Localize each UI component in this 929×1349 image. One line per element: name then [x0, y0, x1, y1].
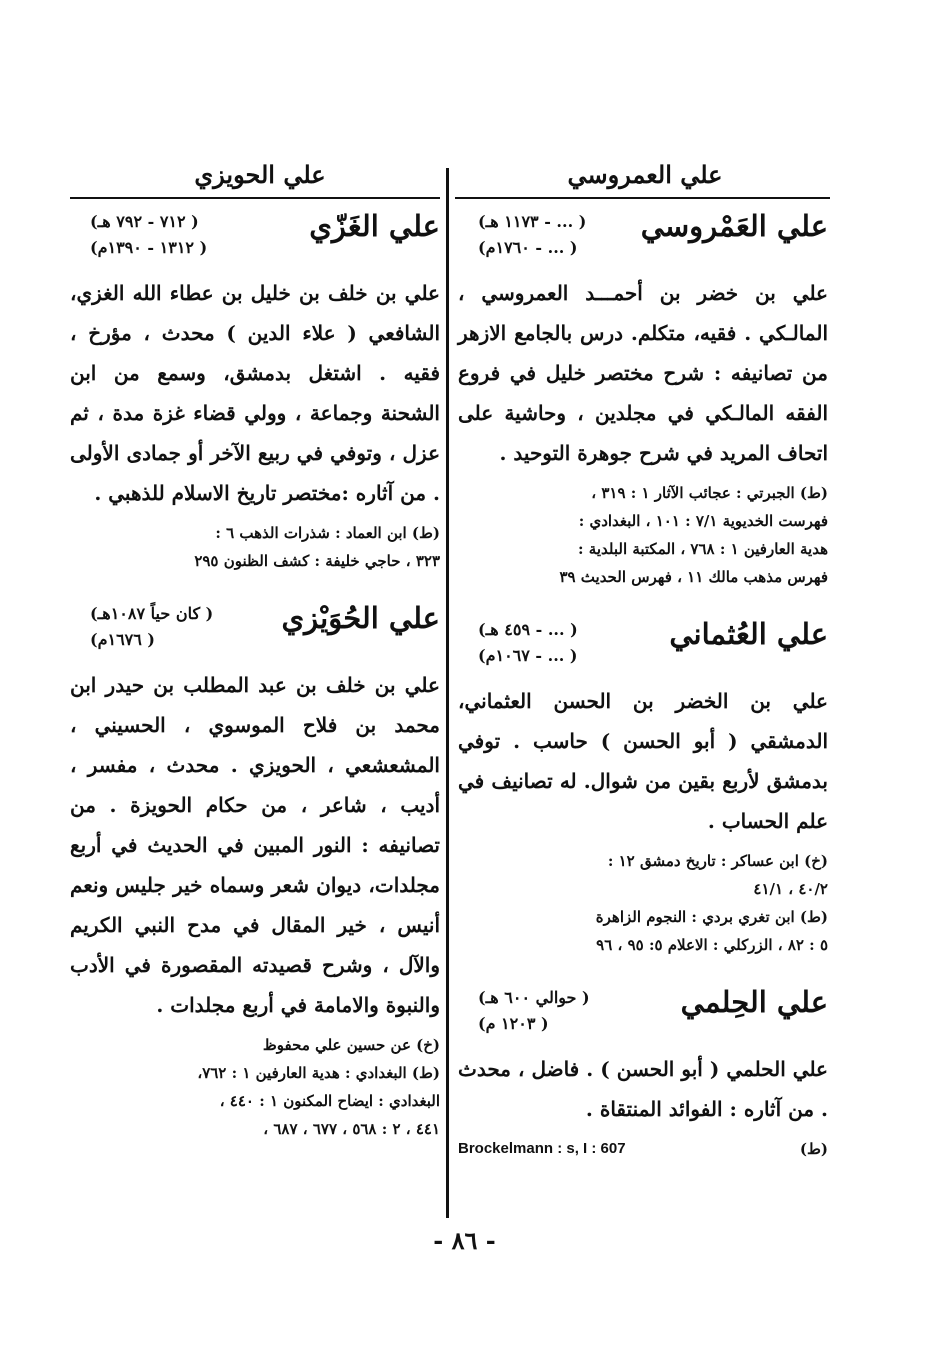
- entry-dates: [478, 209, 586, 261]
- dates-hijri: ( حوالي ٦٠٠ هـ): [478, 988, 590, 1007]
- entry-name: علي الغَزّي: [309, 209, 440, 243]
- entry-amrousi: [458, 205, 828, 591]
- source-line: (ط) البغدادي : هدية العارفين ١ : ٧٦٢،: [197, 1064, 440, 1082]
- entry-huwaizi: [70, 597, 440, 1143]
- entry-name: علي العَمْروسي: [640, 209, 828, 243]
- dates-hijri: ( ... - ١١٧٣ هـ): [478, 212, 587, 231]
- entry-sources: [458, 847, 828, 959]
- dates-gregorian: ( ... - ١٧٦٠م): [478, 238, 578, 257]
- source-line: ٥ : ٨٢ ، الزركلي : الاعلام ٥: ٩٥ ، ٩٦: [596, 936, 828, 954]
- running-header-left: علي الحويزي: [194, 160, 326, 189]
- entry-dates: [90, 209, 207, 261]
- dates-hijri: ( ٧١٢ - ٧٩٢ هـ): [90, 212, 199, 231]
- source-latin: Brockelmann : s, I : 607: [458, 1140, 626, 1157]
- source-line: (ط) ابن العماد : شذرات الذهب ٦ :: [215, 524, 440, 542]
- source-line: فهرس مذهب مالك ١١ ، فهرس الحديث ٣٩: [559, 568, 828, 586]
- entry-othmani: [458, 613, 828, 959]
- source-marker: (ط): [799, 1140, 828, 1158]
- header-rule-left: [70, 197, 440, 199]
- entry-sources: [458, 1135, 828, 1163]
- entry-dates: [90, 601, 213, 653]
- source-line: (خ) ابن عساكر : تاريخ دمشق ١٢ :: [607, 852, 828, 870]
- entry-name: علي العُثماني: [669, 617, 828, 651]
- source-line: البغدادي : ايضاح المكنون ١ : ٤٤٠ ،: [219, 1092, 440, 1110]
- entry-sources: [70, 1031, 440, 1143]
- entry-body: علي بن خضر بن أحمـــد العمروسي ، المالـكي . فقيه، متكلم. درس بالجامع الازهر من تصانيفه : شرح مختصر خليل في فروع الفقه المالـكي في مجلدين ، وحاشية على اتحاف المريد في شرح جوهرة التوحيد .: [458, 281, 828, 465]
- entry-body: علي بن الخضر بن الحسن العثماني، الدمشقي ( أبو الحسن ) حاسب . توفي بدمشق لأربع بقين من شوال. له تصانيف في علم الحساب .: [458, 689, 828, 833]
- source-line: ٤٤١ ، ٢ : ٥٦٨ ، ٦٧٧ ، ٦٨٧ ،: [263, 1120, 440, 1138]
- running-header-right: علي العمروسي: [567, 160, 723, 189]
- entry-body: علي بن خلف بن عبد المطلب بن حيدر ابن محمد بن فلاح الموسوي ، الحسيني ، المشعشعي ، الحويزي . محدث ، مفسر ، أديب ، شاعر ، من حكام الحويزة . من تصانيفه : النور المبين في الحديث في أربع مجلدات، ديوان شعر وسماه خير جليس ونعم أنيس ، خير المقال في مدح النبي الكريم والآل ، وشرح قصيدته المقصورة في الأدب والنبوة والامامة في أربع مجلدات .: [70, 673, 440, 1017]
- entry-body: علي بن خلف بن خليل بن عطاء الله الغزي، الشافعي ( علاء الدين ) محدث ، مؤرخ ، فقيه . اشتغل بدمشق، وسمع من ابن الشحنة وجماعة ، وولي قضاء غزة مدة ، ثم عزل ، وتوفي في ربيع الآخر أو جمادى الأولى . من آثاره :مختصر تاريخ الاسلام للذهبي .: [70, 281, 440, 505]
- right-column: [458, 205, 828, 1163]
- dates-gregorian: ( ... - ١٠٦٧م): [478, 646, 578, 665]
- entry-helmi: [458, 981, 828, 1163]
- dates-gregorian: ( ١٦٧٦م): [90, 630, 155, 649]
- header-rule-right: [455, 197, 830, 199]
- source-line: ٣٢٣ ، حاجي خليفة : كشف الظنون ٢٩٥: [194, 552, 440, 570]
- entry-dates: [478, 985, 590, 1037]
- source-line: فهرست الخديوية ٧/١ : ١٠١ ، البغدادي :: [578, 512, 828, 530]
- dates-gregorian: ( ١٣١٢ - ١٣٩٠م): [90, 238, 208, 257]
- entry-name: علي الحِلمي: [680, 985, 828, 1019]
- source-line: ٤٠/٢ ، ٤١/١: [753, 880, 828, 898]
- entry-sources: [70, 519, 440, 575]
- dates-gregorian: ( ١٢٠٣ م): [478, 1014, 549, 1033]
- left-column: [70, 205, 440, 1143]
- page-number: - ٨٦ -: [433, 1226, 496, 1255]
- source-line: (خ) عن حسين علي محفوظ: [262, 1036, 440, 1054]
- dates-hijri: ( كان حياً ١٠٨٧هـ): [90, 604, 214, 623]
- entry-dates: [478, 617, 578, 669]
- dates-hijri: ( ... - ٤٥٩ هـ): [478, 620, 578, 639]
- entry-ghazzi: [70, 205, 440, 575]
- entry-body: علي الحلمي ( أبو الحسن ) . فاضل ، محدث . من آثاره : الفوائد المنتقاة .: [458, 1057, 828, 1121]
- source-line: (ط) ابن تغري بردي : النجوم الزاهرة: [595, 908, 828, 926]
- entry-name: علي الحُوَيْزي: [281, 601, 440, 635]
- column-divider: [446, 168, 449, 1218]
- source-line: هدية العارفين ١ : ٧٦٨ ، المكتبة البلدية :: [578, 540, 828, 558]
- source-line: (ط) الجبرتي : عجائب الآثار ١ : ٣١٩ ،: [591, 484, 828, 502]
- entry-sources: [458, 479, 828, 591]
